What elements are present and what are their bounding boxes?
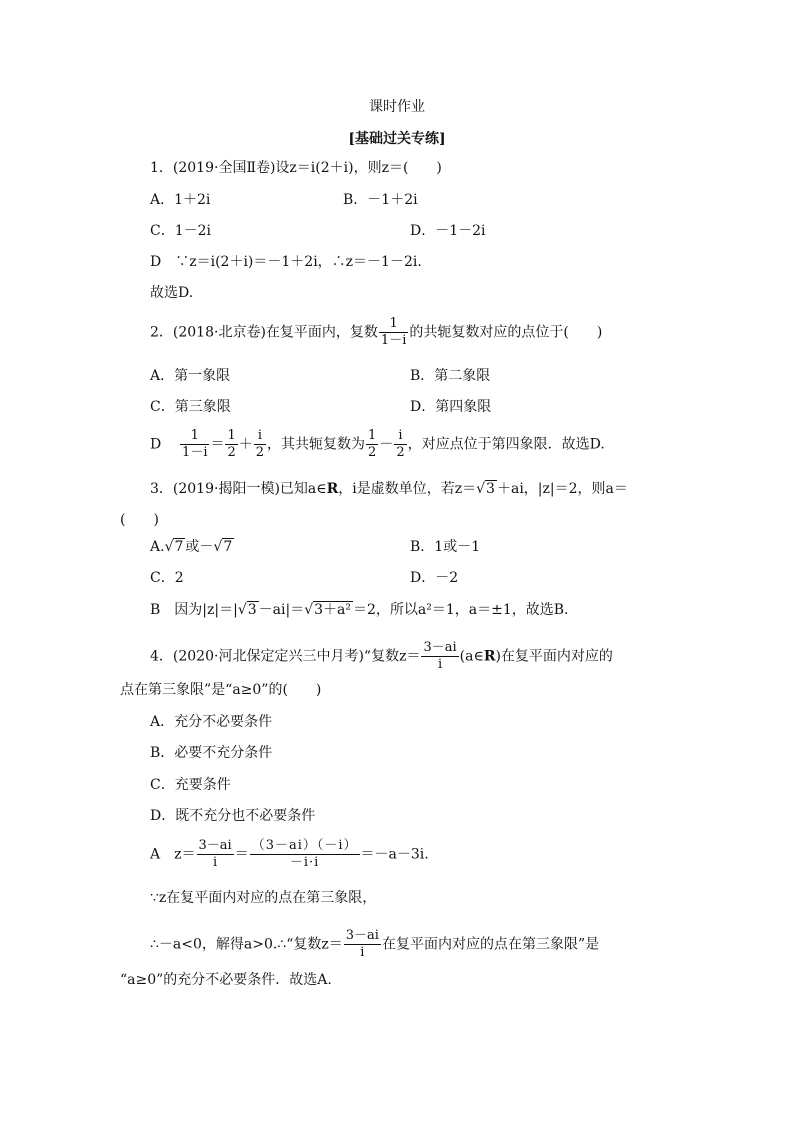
question-4-explanation-line-1: ∵z在复平面内对应的点在第三象限，	[150, 890, 377, 906]
question-1-option-b: B．－1＋2i	[343, 192, 418, 208]
question-4-stem-continued: 点在第三象限”是“a≥0”的( )	[120, 682, 322, 698]
sqrt-icon: √	[476, 481, 486, 497]
question-1-option-c: C．1－2i	[150, 223, 212, 239]
question-2-option-c: C．第三象限	[150, 399, 231, 415]
question-4-answer: A z＝ $\frac{3-ai}{i}$ ＝ $\frac{(3-ai)(-i)}{-i\cdot i}$ ＝－a－3i.	[150, 838, 429, 870]
sqrt-icon: √	[213, 539, 223, 555]
question-4-option-c: C．充要条件	[150, 777, 231, 793]
question-4-option-d: D．既不充分也不必要条件	[150, 808, 316, 824]
section-heading: [基础过关专练]	[348, 131, 446, 147]
question-3-option-c: C．2	[150, 570, 184, 586]
fraction: $\frac{(3-ai)(-i)}{-i\cdot i}$	[251, 838, 358, 870]
question-1-option-d: D．－1－2i	[410, 223, 486, 239]
page-title: 课时作业	[369, 99, 425, 115]
question-2-answer: D $\frac{1}{1-i}$ ＝ $\frac{1}{2}$ ＋ $\frac{i}{2}$ ，其共轭复数为 $\frac{1}{2}$ － $\frac{i}{2}$ ，对应点位于第四象限．故选D.	[150, 428, 605, 460]
question-4-explanation-line-3: “a≥0”的充分不必要条件．故选A.	[120, 972, 332, 988]
fraction: $\frac{i}{2}$	[396, 428, 405, 460]
fraction: $\frac{3-ai}{i}$	[345, 928, 379, 960]
question-4-explanation-line-2: ∴－a<0，解得a>0.∴“复数z＝ $\frac{3-ai}{i}$ 在复平面内对应的点在第三象限”是	[150, 928, 600, 960]
question-1-conclusion: 故选D.	[150, 285, 194, 301]
fraction: $\frac{1}{2}$	[227, 428, 236, 460]
question-3-answer: B 因为|z|＝|√3 －ai|＝√3＋a² ＝2，所以a²＝1，a＝±1，故选B.	[150, 602, 569, 618]
question-3-stem-continued: ( )	[120, 512, 159, 528]
question-3-stem: 3．(2019·揭阳一模)已知a∈R，i是虚数单位，若z＝√3 ＋ai，|z|＝2，则a＝	[150, 481, 628, 497]
question-4-stem: 4．(2020·河北保定定兴三中月考)“复数z＝ $\frac{3-ai}{i}$ (a∈R)在复平面内对应的	[150, 640, 613, 672]
question-1-option-a: A．1＋2i	[150, 192, 211, 208]
fraction: $\frac{1}{1-i}$	[182, 428, 208, 460]
fraction: $\frac{i}{2}$	[255, 428, 265, 460]
question-2-option-b: B．第二象限	[410, 368, 491, 384]
fraction: $\frac{1}{2}$	[368, 428, 377, 460]
question-2-stem: 2．(2018·北京卷)在复平面内，复数 $\frac{1}{1-i}$ 的共轭复数对应的点位于( )	[150, 316, 603, 348]
fraction: $\frac{1}{1-i}$	[380, 316, 407, 348]
fraction: $\frac{3-ai}{i}$	[423, 640, 457, 672]
question-4-option-b: B．必要不充分条件	[150, 745, 273, 761]
question-3-option-b: B．1或－1	[410, 539, 481, 555]
question-3-option-d: D．－2	[410, 570, 459, 586]
sqrt-icon: √	[237, 602, 247, 618]
fraction: $\frac{3-ai}{i}$	[198, 838, 232, 870]
question-2-option-d: D．第四象限	[410, 399, 492, 415]
question-4-option-a: A．充分不必要条件	[150, 714, 273, 730]
question-1-stem: 1．(2019·全国Ⅱ卷)设z＝i(2＋i)，则z＝( )	[150, 160, 442, 176]
question-1-answer: D ∵z＝i(2＋i)＝－1＋2i，∴z＝－1－2i.	[150, 254, 422, 270]
question-2-option-a: A．第一象限	[150, 368, 231, 384]
sqrt-icon: √	[304, 602, 314, 618]
question-3-option-a: A.√7 或－√7	[150, 539, 233, 555]
sqrt-icon: √	[164, 539, 174, 555]
